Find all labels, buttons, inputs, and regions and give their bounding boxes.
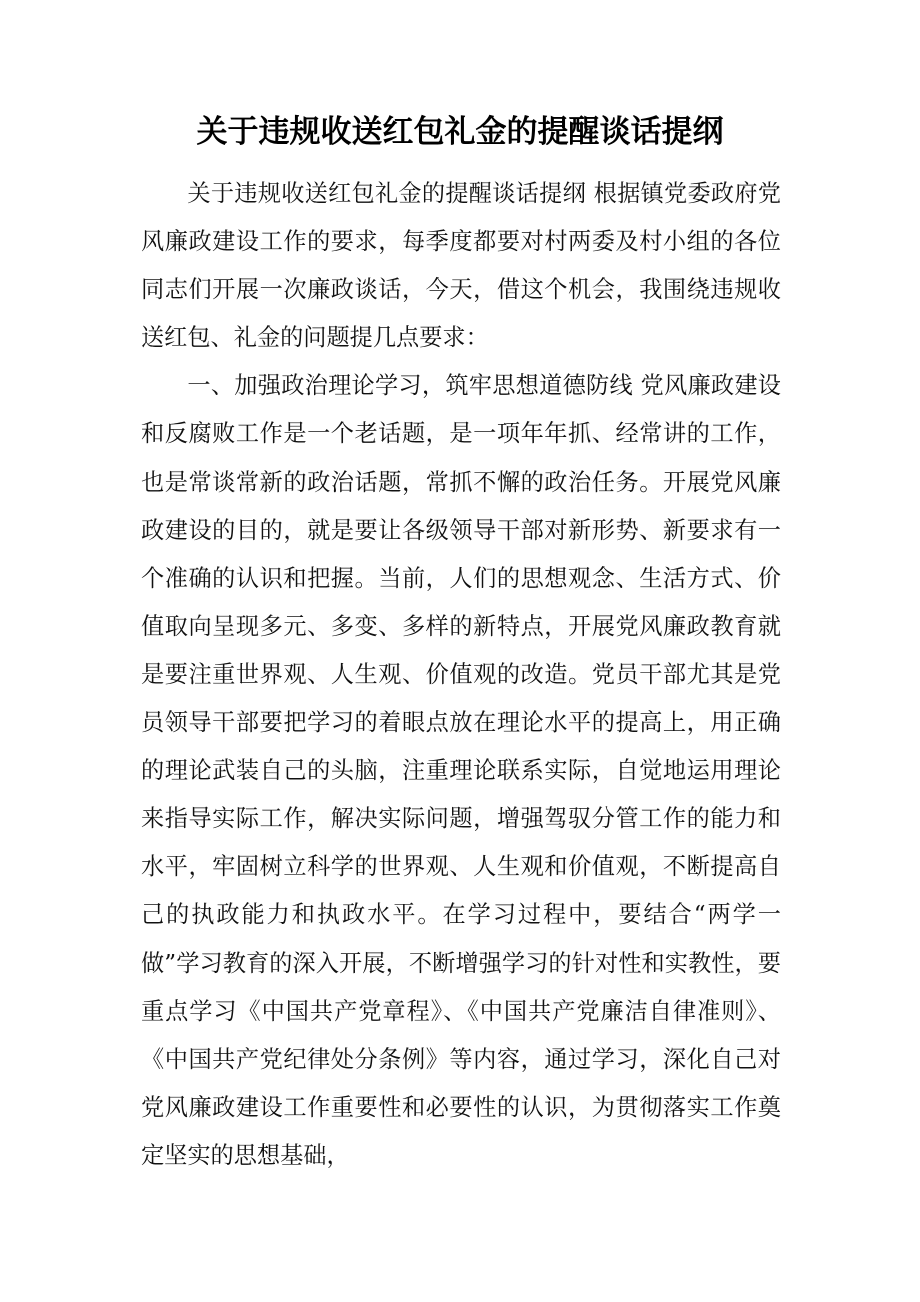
paragraph-intro: 关于违规收送红包礼金的提醒谈话提纲 根据镇党委政府党风廉政建设工作的要求，每季度都要对村两委及村小组的各位同志们开展一次廉政谈话，今天，借这个机会，我围绕违规收送红包、礼金的问题提几点要求： <box>141 180 781 352</box>
paragraph-section-one: 一、加强政治理论学习，筑牢思想道德防线 党风廉政建设和反腐败工作是一个老话题，是一项年年抓、经常讲的工作，也是常谈常新的政治话题，常抓不懈的政治任务。开展党风廉政建设的目的，就是要让各级领导干部对新形势、新要求有一个准确的认识和把握。当前，人们的思想观念、生活方式、价值取向呈现多元、多变、多样的新特点，开展党风廉政教育就是要注重世界观、人生观、价值观的改造。党员干部尤其是党员领导干部要把学习的着眼点放在理论水平的提高上，用正确的理论武装自己的头脑，注重理论联系实际，自觉地运用理论来指导实际工作，解决实际问题，增强驾驭分管工作的能力和水平，牢固树立科学的世界观、人生观和价值观，不断提高自己的执政能力和执政水平。在学习过程中，要结合“两学一做”学习教育的深入开展，不断增强学习的针对性和实教性，要重点学习《中国共产党章程》、《中国共产党廉洁自律准则》、《中国共产党纪律处分条例》等内容，通过学习，深化自己对党风廉政建设工作重要性和必要性的认识，为贯彻落实工作奠定坚实的思想基础， <box>141 372 781 1169</box>
document-title: 关于违规收送红包礼金的提醒谈话提纲 <box>196 114 724 150</box>
document-body <box>141 170 781 1180</box>
